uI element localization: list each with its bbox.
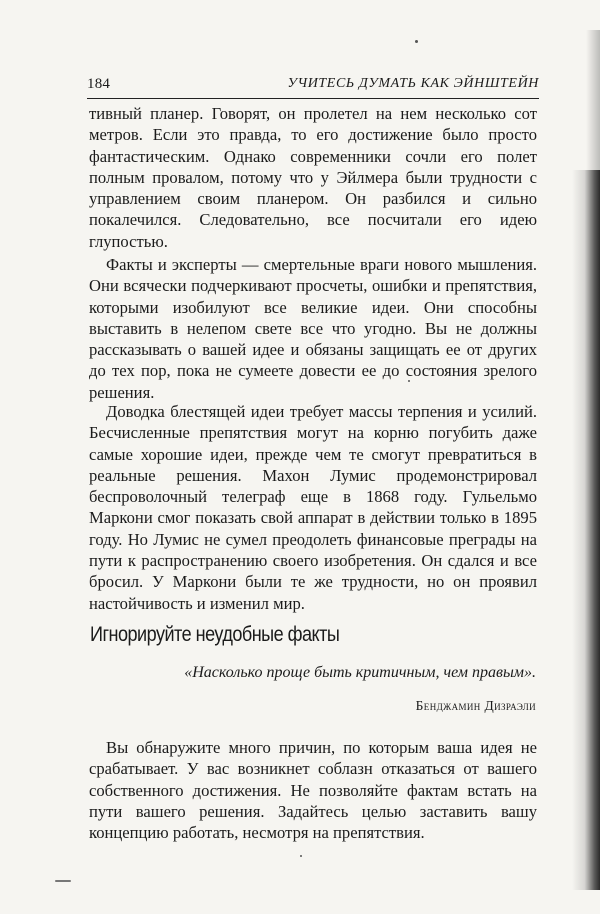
paragraph-text: Факты и эксперты — смертельные враги нового мышления. Они всячески подчеркивают просчеты, ошибки и препятствия, которыми изобилуют все великие идеи. Они способны выставить в нелепом свете все что угодно. Вы не должны рассказывать о вашей идее и обязаны защищать ее от других до тех пор, пока не сумеете довести ее до состояния зрелого решения.: [89, 255, 537, 402]
paragraph-text: Вы обнаружите много причин, по которым ваша идея не срабатывает. У вас возникнет соблазн отказаться от вашего собственного достижения. Не позволяйте фактам встать на пути вашего решения. Задайтесь целью заставить вашу концепцию работать, несмотря на препятствия.: [89, 738, 537, 843]
binding-shadow-upper: [586, 30, 600, 170]
paragraph-facts-experts: [89, 254, 537, 403]
epigraph-quote: «Насколько проще быть критичным, чем правым».: [184, 664, 536, 681]
book-title: УЧИТЕСЬ ДУМАТЬ КАК ЭЙНШТЕЙН: [287, 76, 539, 91]
running-header: [87, 76, 539, 99]
section-heading: Игнорируйте неудобные факты: [90, 623, 340, 646]
paragraph-text: Доводка блестящей идеи требует массы терпения и усилий. Бесчисленные препятствия могут на корню погубить даже самые хорошие идеи, прежде чем те смогут превратиться в реальные решения. Махон Лумис продемонстрировал беспроволочный телеграф еще в 1868 году. Гульельмо Маркони смог показать свой аппарат в действии только в 1895 году. Но Лумис не сумел преодолеть финансовые преграды на пути к распространению своего изобретения. Он сдался и все бросил. У Маркони были те же трудности, но он проявил настойчивость и изменил мир.: [89, 402, 537, 613]
scan-speck: [300, 855, 302, 857]
paragraph-text: тивный планер. Говорят, он пролетел на нем несколько сот метров. Если это правда, то его достижение было просто фантастическим. Однако современники сочли его полет полным провалом, потому что у Эйлмера были трудности с управлением своим планером. Он разбился и сильно покалечился. Следовательно, все посчитали его идею глупостью.: [89, 104, 537, 251]
page-number: 184: [87, 76, 111, 92]
scan-speck: [55, 880, 71, 882]
scan-speck: [415, 40, 418, 43]
paragraph-continued: [89, 103, 537, 252]
scan-speck: [408, 380, 410, 382]
epigraph-author: Бенджамин Дизраэли: [415, 698, 536, 713]
binding-shadow: [572, 170, 600, 890]
paragraph-ignore-facts: [89, 737, 537, 843]
paragraph-refinement: [89, 401, 537, 614]
